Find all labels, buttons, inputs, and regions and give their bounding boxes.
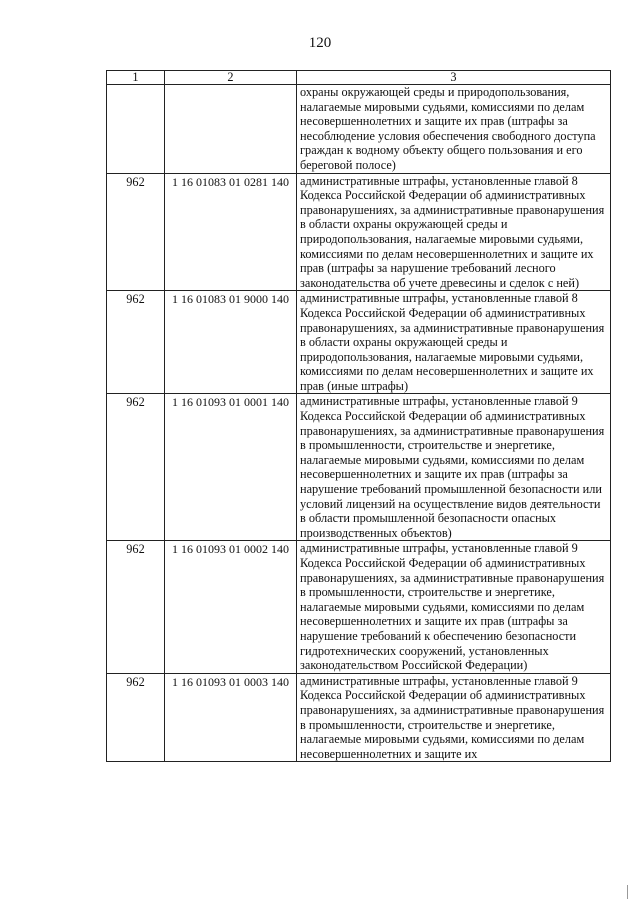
kbk-code-cell: 1 16 01083 01 9000 140 — [165, 291, 297, 394]
column-header-2: 2 — [165, 71, 297, 85]
kbk-code-cell: 1 16 01093 01 0001 140 — [165, 394, 297, 541]
table-row — [107, 541, 611, 673]
table-header-row — [107, 71, 611, 85]
revenue-code-table — [106, 70, 611, 762]
description-cell: административные штрафы, установленные главой 8 Кодекса Российской Федерации об административных правонарушениях, за административные правонарушения в области охраны окружающей среды и природопользования, налагаемые мировыми судьями, комиссиями по делам несовершеннолетних и защите их прав (иные штрафы) — [297, 291, 611, 394]
description-cell: административные штрафы, установленные главой 9 Кодекса Российской Федерации об административных правонарушениях, за административные правонарушения в промышленности, строительстве и энергетике, налагаемые мировыми судьями, комиссиями по делам несовершеннолетних и защите их — [297, 673, 611, 762]
kbk-code-cell: 1 16 01083 01 0281 140 — [165, 173, 297, 291]
admin-code-cell: 962 — [107, 291, 165, 394]
table-row — [107, 291, 611, 394]
description-cell: административные штрафы, установленные главой 9 Кодекса Российской Федерации об административных правонарушениях, за административные правонарушения в промышленности, строительстве и энергетике, налагаемые мировыми судьями, комиссиями по делам несовершеннолетних и защите их прав (штрафы за нарушение требований к обеспечению безопасности гидротехнических сооружений, установленных законодательством Российской Федерации) — [297, 541, 611, 673]
column-header-1: 1 — [107, 71, 165, 85]
scan-edge-mark — [627, 885, 634, 899]
admin-code-cell: 962 — [107, 673, 165, 762]
page-number: 120 — [308, 35, 332, 51]
description-cell: административные штрафы, установленные главой 9 Кодекса Российской Федерации об административных правонарушениях, за административные правонарушения в промышленности, строительстве и энергетике, налагаемые мировыми судьями, комиссиями по делам несовершеннолетних и защите их прав (штрафы за нарушение требований промышленной безопасности или условий лицензий на осуществление видов деятельности в области промышленной безопасности опасных производственных объектов) — [297, 394, 611, 541]
table-row — [107, 173, 611, 291]
description-cell: административные штрафы, установленные главой 8 Кодекса Российской Федерации об административных правонарушениях, за административные правонарушения в области охраны окружающей среды и природопользования, налагаемые мировыми судьями, комиссиями по делам несовершеннолетних и защите их прав (штрафы за нарушение требований лесного законодательства об учете древесины и сделок с ней) — [297, 173, 611, 291]
kbk-code-cell — [165, 85, 297, 174]
table-row — [107, 394, 611, 541]
admin-code-cell: 962 — [107, 173, 165, 291]
table-row — [107, 673, 611, 762]
table-row — [107, 85, 611, 174]
admin-code-cell: 962 — [107, 541, 165, 673]
column-header-3: 3 — [297, 71, 611, 85]
description-cell: охраны окружающей среды и природопользования, налагаемые мировыми судьями, комиссиями по делам несовершеннолетних и защите их прав (штрафы за несоблюдение условия обеспечения свободного доступа граждан к водному объекту общего пользования и его береговой полосе) — [297, 85, 611, 174]
kbk-code-cell: 1 16 01093 01 0003 140 — [165, 673, 297, 762]
admin-code-cell: 962 — [107, 394, 165, 541]
kbk-code-cell: 1 16 01093 01 0002 140 — [165, 541, 297, 673]
admin-code-cell — [107, 85, 165, 174]
